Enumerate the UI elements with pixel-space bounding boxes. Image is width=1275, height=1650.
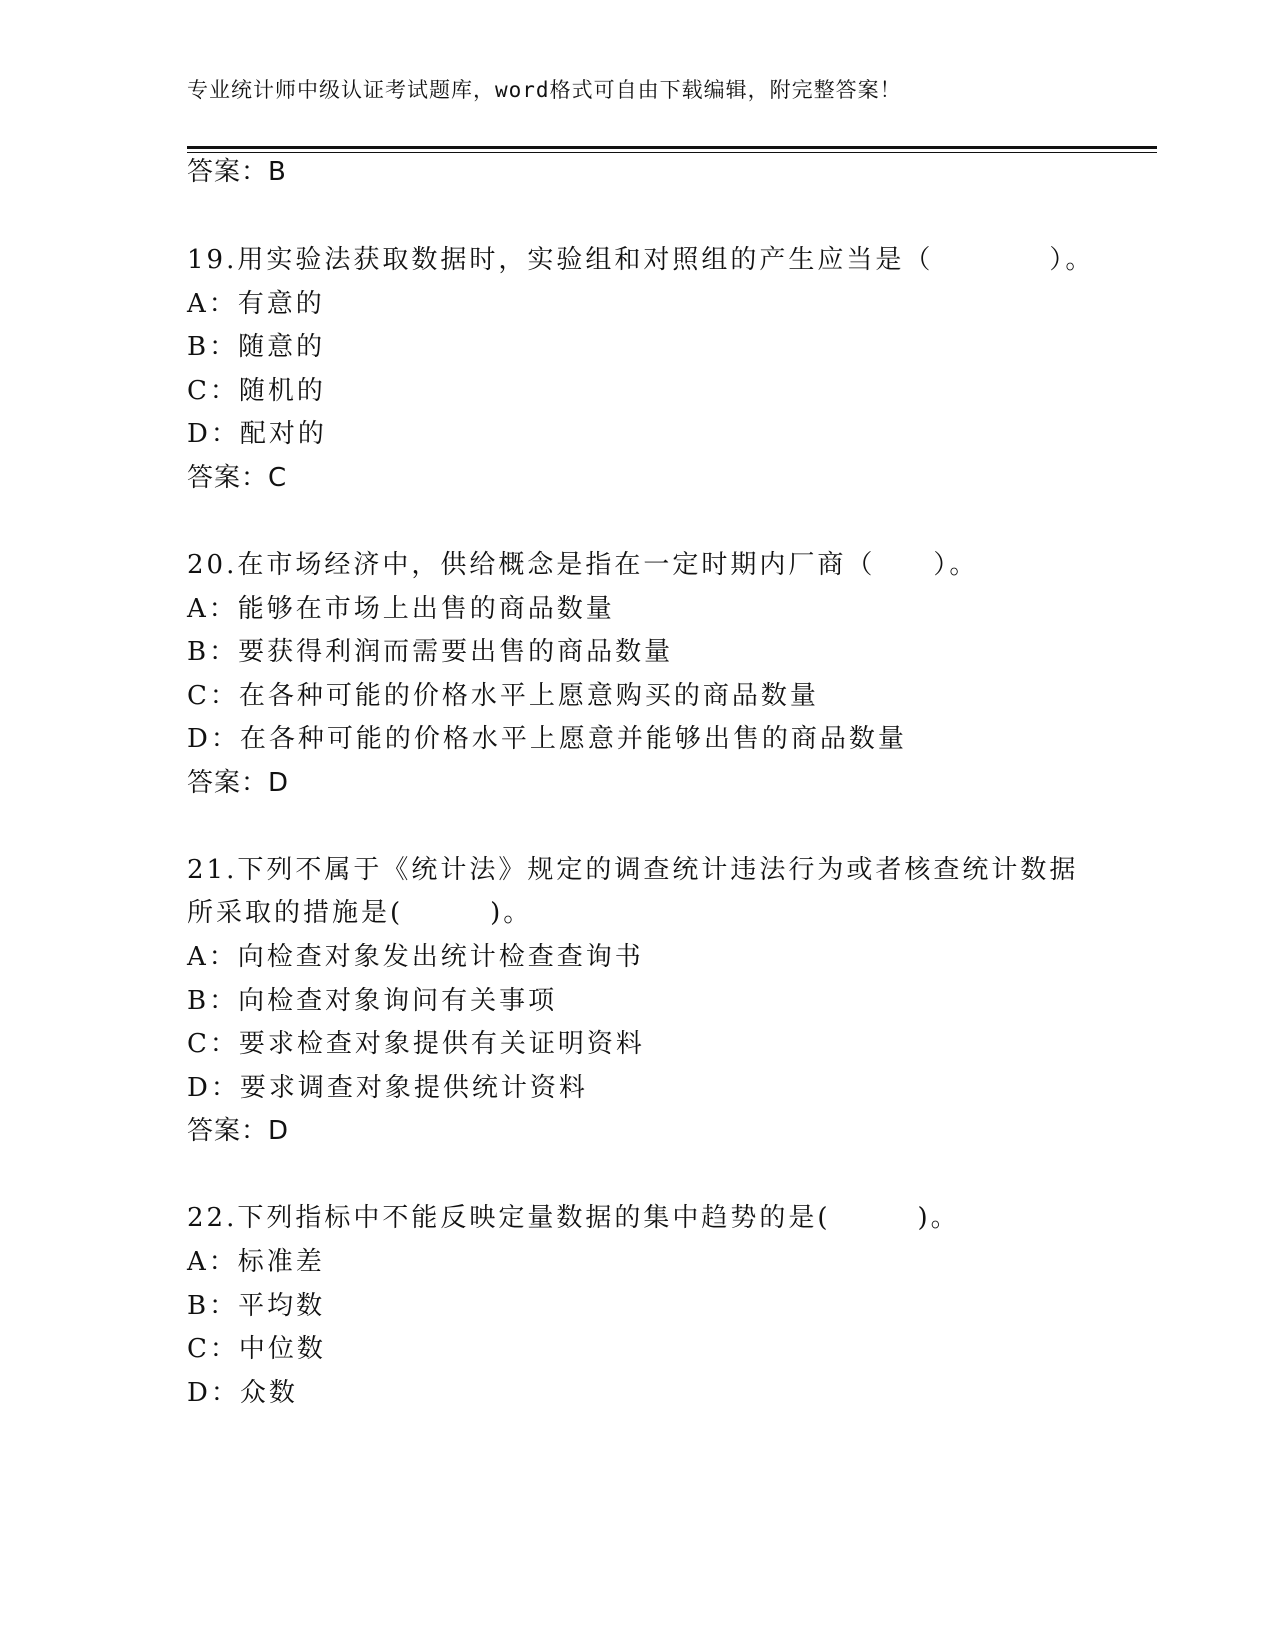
q19-option-a: A：有意的: [187, 289, 325, 319]
q20-stem: 20.在市场经济中，供给概念是指在一定时期内厂商（ ）。: [187, 550, 979, 580]
q21-option-a: A：向检查对象发出统计检查查询书: [187, 942, 644, 972]
q22-option-a: A：标准差: [187, 1247, 325, 1277]
prev-answer: 答案：B: [187, 157, 287, 187]
q21-option-c: C：要求检查对象提供有关证明资料: [187, 1029, 645, 1059]
q21-stem-line2: 所采取的措施是( )。: [187, 898, 533, 928]
header-rule-thick: [187, 146, 1157, 149]
q20-option-b: B：要获得利润而需要出售的商品数量: [187, 637, 674, 667]
q21-answer: 答案：D: [187, 1116, 290, 1146]
q20-option-c: C：在各种可能的价格水平上愿意购买的商品数量: [187, 681, 819, 711]
header-rule-thin: [187, 152, 1157, 153]
q21-stem-line1: 21.下列不属于《统计法》规定的调查统计违法行为或者核查统计数据: [187, 855, 1079, 885]
q21-option-d: D：要求调查对象提供统计资料: [187, 1073, 588, 1103]
q22-stem: 22.下列指标中不能反映定量数据的集中趋势的是( )。: [187, 1203, 960, 1233]
q19-option-b: B：随意的: [187, 332, 326, 362]
q20-answer: 答案：D: [187, 768, 290, 798]
q19-option-d: D：配对的: [187, 419, 327, 449]
q20-option-d: D：在各种可能的价格水平上愿意并能够出售的商品数量: [187, 724, 907, 754]
q22-option-b: B：平均数: [187, 1291, 326, 1321]
q22-option-c: C：中位数: [187, 1334, 326, 1364]
q19-stem: 19.用实验法获取数据时，实验组和对照组的产生应当是（ ）。: [187, 245, 1095, 275]
q20-option-a: A：能够在市场上出售的商品数量: [187, 594, 615, 624]
q21-option-b: B：向检查对象询问有关事项: [187, 986, 558, 1016]
q22-option-d: D：众数: [187, 1378, 298, 1408]
page-header: 专业统计师中级认证考试题库，word格式可自由下载编辑，附完整答案！: [187, 78, 902, 102]
q19-option-c: C：随机的: [187, 376, 326, 406]
q19-answer: 答案：C: [187, 463, 288, 493]
